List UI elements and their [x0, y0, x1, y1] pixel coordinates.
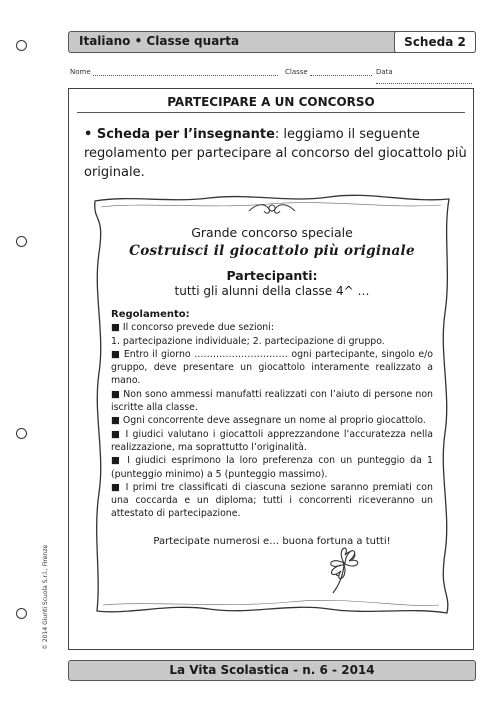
- rule-item: ■ I primi tre classificati di ciascuna sezione saranno premiati con una coccarda e un diploma; tutti i concorrenti riceveranno un attestato di partecipazione.: [111, 481, 433, 520]
- binder-hole: [16, 236, 27, 247]
- sheet-label: Scheda 2: [394, 31, 476, 53]
- instructions-text: : leggiamo il seguente regolamento per partecipare al concorso del giocattolo più originale.: [84, 127, 467, 180]
- contest-poster: [89, 193, 455, 619]
- name-field[interactable]: [70, 68, 278, 76]
- rule-item: ■ I giudici valutano i giocattoli apprezzandone l’accuratezza nella realizzazione, ma soprattutto l’originalità.: [111, 428, 433, 453]
- participants-label: Partecipanti:: [226, 268, 318, 283]
- contest-title: Grande concorso speciale: [191, 225, 353, 240]
- participants-text: tutti gli alunni della classe 4^ …: [174, 284, 370, 298]
- rule-item: ■ Ogni concorrente deve assegnare un nome al proprio giocattolo.: [111, 415, 426, 427]
- student-fields: [70, 68, 475, 80]
- rule-item: ■ Non sono ammessi manufatti realizzati con l’aiuto di persone non iscritte alla classe.: [111, 388, 433, 414]
- rules-heading: Regolamento:: [111, 309, 190, 320]
- class-field[interactable]: [285, 68, 372, 76]
- subject-label: Italiano • Classe quarta: [79, 34, 240, 48]
- rule-item: 1. partecipazione individuale; 2. partecipazione di gruppo.: [111, 335, 385, 347]
- date-label: Data: [376, 68, 393, 76]
- date-line: [376, 76, 472, 84]
- worksheet-frame: [68, 88, 474, 650]
- name-line: [93, 68, 278, 76]
- four-leaf-clover-icon: [321, 541, 367, 595]
- binder-hole: [16, 40, 27, 51]
- rule-item: ■ I giudici esprimono la loro preferenza con un punteggio da 1 (punteggio minimo) a 5 (punteggio massimo).: [111, 455, 433, 480]
- copyright-notice: © 2014 Giunti Scuola S.r.l., Firenze: [42, 544, 49, 650]
- rule-item: ■ Entro il giorno ………………………… ogni partecipante, singolo e/o gruppo, deve presentare un giocattolo interamente realizzato a mano.: [111, 348, 433, 387]
- footer-bar: La Vita Scolastica - n. 6 - 2014: [68, 660, 476, 681]
- activity-title: PARTECIPARE A UN CONCORSO: [167, 95, 375, 109]
- class-line: [310, 68, 372, 76]
- flourish-icon: [247, 199, 297, 219]
- contest-subtitle: Costruisci il giocattolo più originale: [129, 243, 415, 259]
- instructions-label: • Scheda per l’insegnante: [84, 127, 275, 142]
- binder-hole: [16, 608, 27, 619]
- rule-item: ■ Il concorso prevede due sezioni:: [111, 322, 275, 334]
- header-bar: [68, 31, 476, 53]
- title-divider: [77, 112, 465, 113]
- binder-hole: [16, 428, 27, 439]
- rules-section: [111, 308, 433, 521]
- class-label: Classe: [285, 68, 308, 76]
- name-label: Nome: [70, 68, 91, 76]
- teacher-instructions: [84, 125, 468, 182]
- closing-text: Partecipate numerosi e… buona fortuna a tutti!: [153, 536, 391, 547]
- date-field[interactable]: [376, 68, 475, 84]
